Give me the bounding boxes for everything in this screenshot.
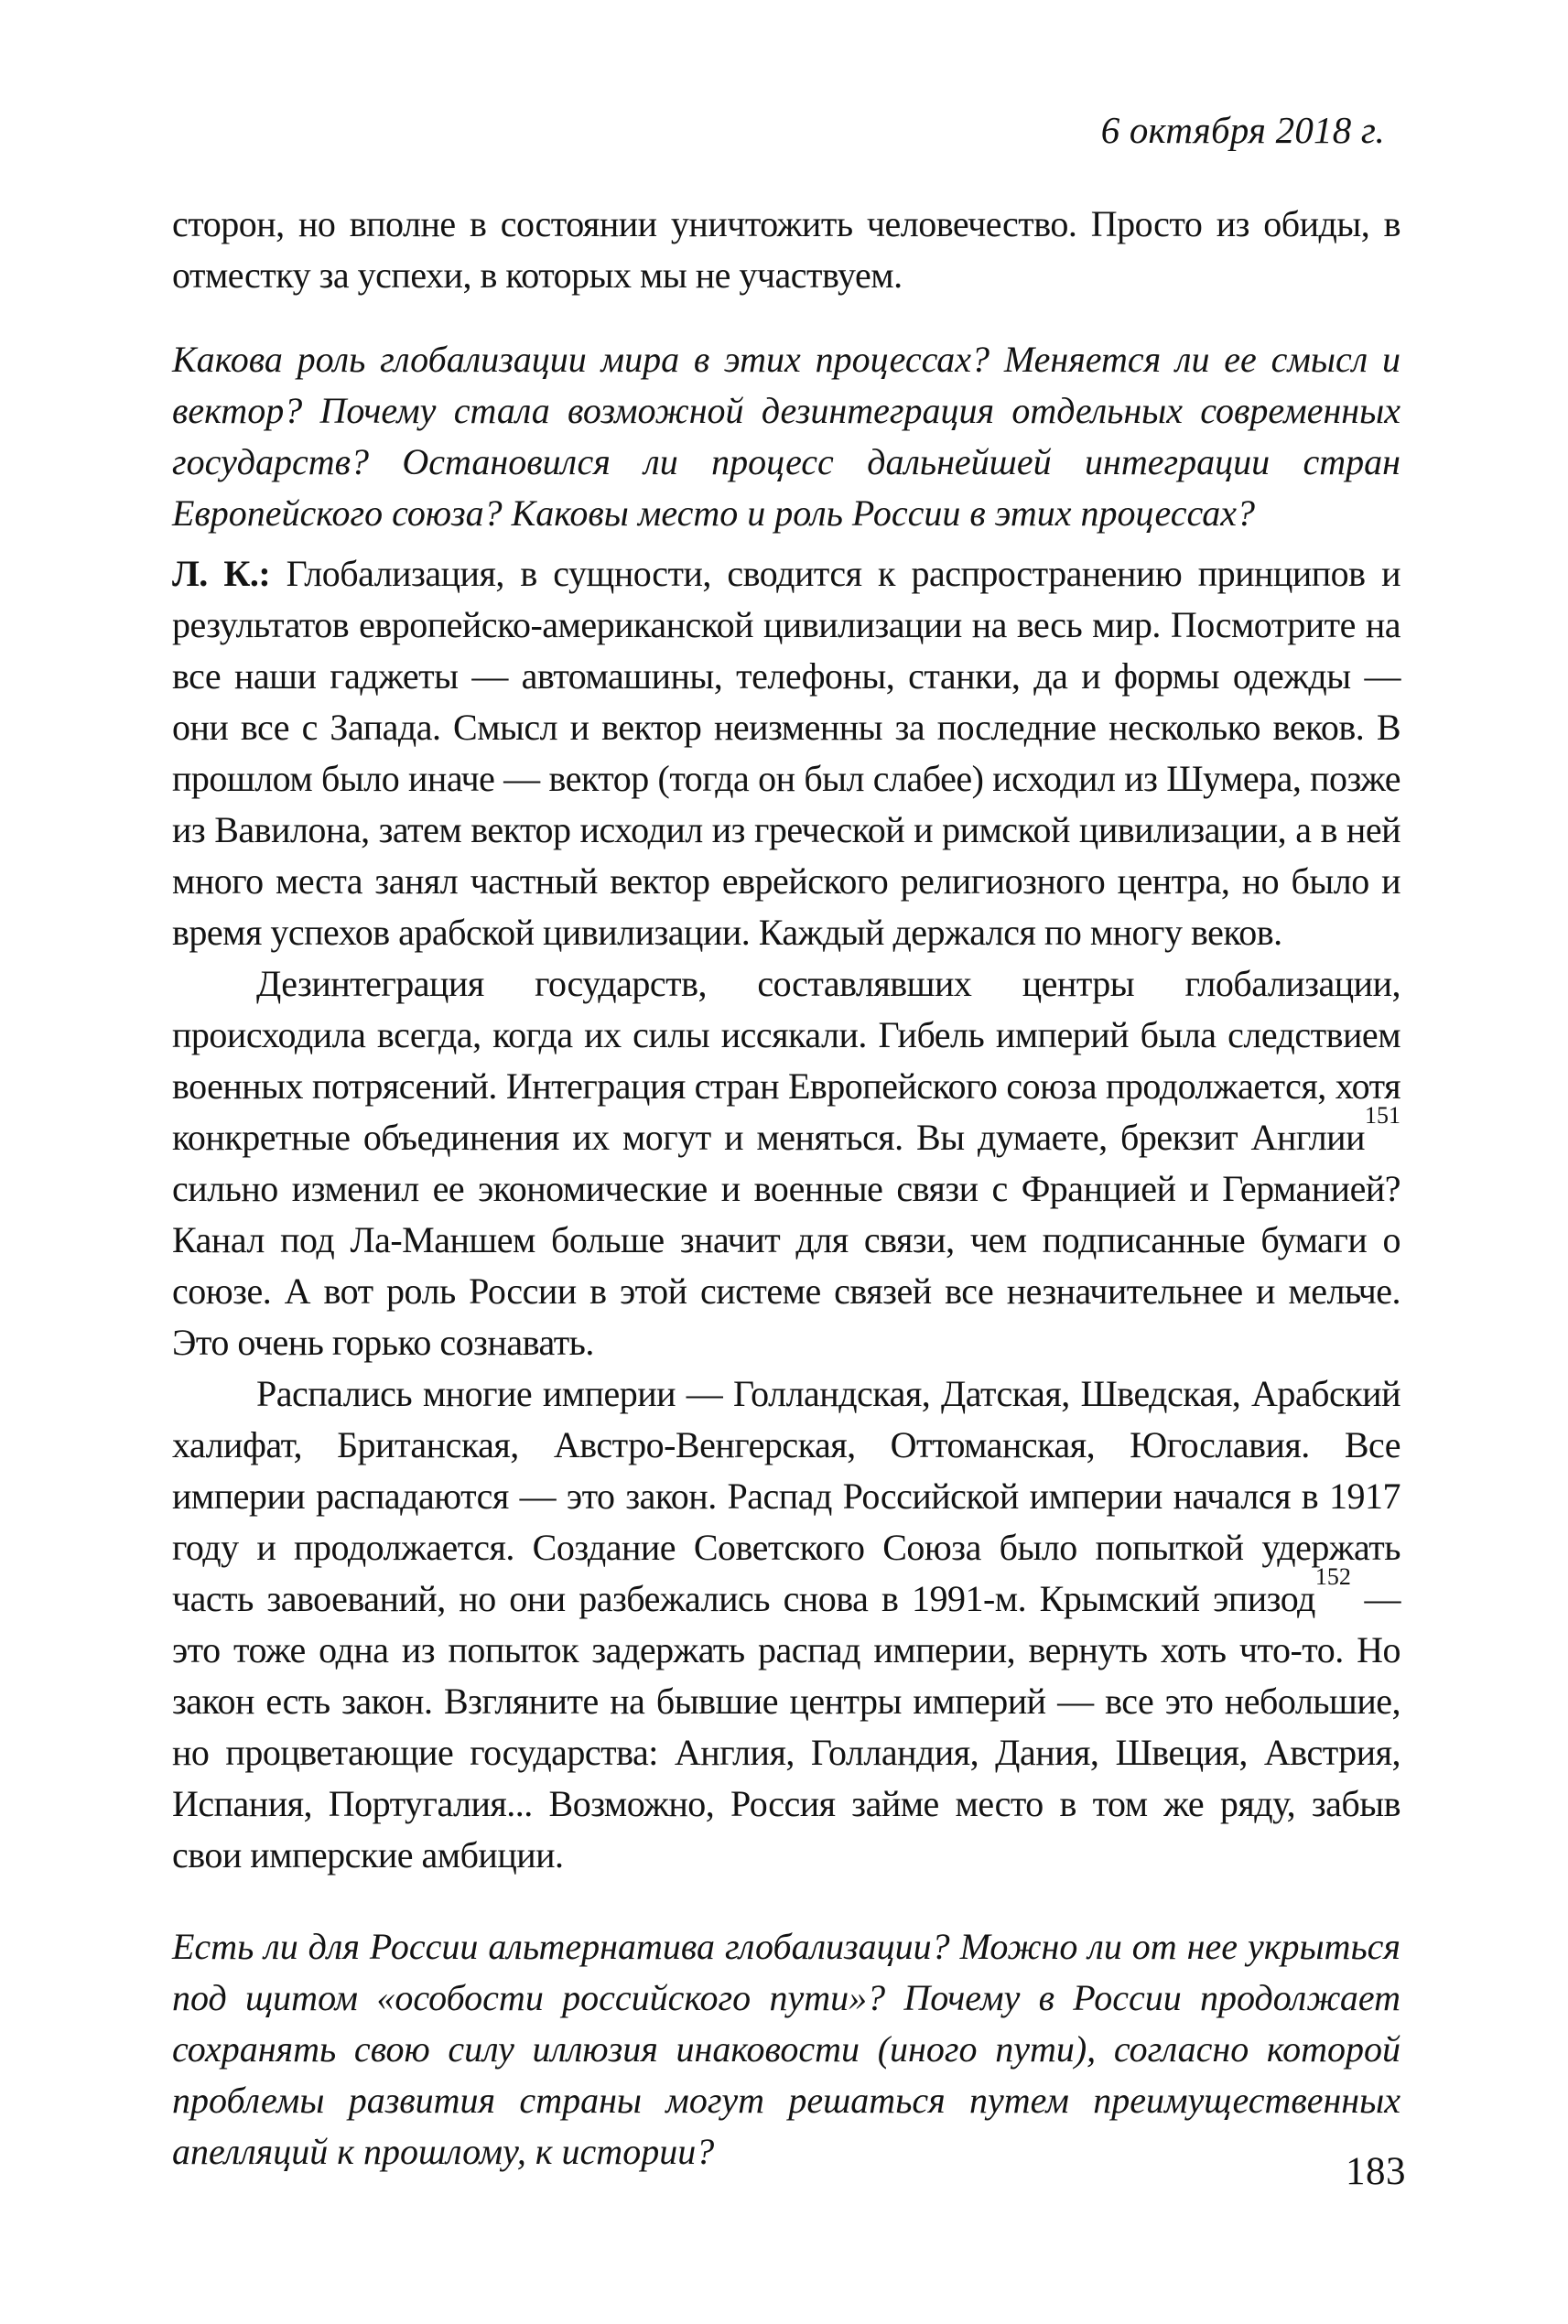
- footnote-ref-152: 152: [1314, 1562, 1351, 1590]
- answer-paragraph-2: [172, 958, 1400, 1368]
- answer-2-text-part2: сильно изменил ее экономические и военные связи с Францией и Германией? Канал под Ла-Маншем больше значит для связи, чем подписанные бумаги о союзе. А вот роль России в этой системе связей все незначительнее и мельче. Это очень горько сознавать.: [172, 1168, 1400, 1363]
- page-number: 183: [1346, 2150, 1406, 2193]
- answer-paragraph-3: [172, 1368, 1400, 1881]
- answer-3-text-part1: Распались многие империи — Голландская, Датская, Шведская, Арабский халифат, Британская, Австро-Венгерская, Оттоманская, Югославия. Все империи распадаются — это закон. Распад Российской империи начался в 1917 году и продолжается. Создание Советского Союза было попыткой удержать часть завоеваний, но они разбежались снова в 1991-м. Крымский эпизод: [172, 1373, 1400, 1619]
- paragraph-continuation: сторон, но вполне в состоянии уничтожить человечество. Просто из обиды, в отместку за успехи, в которых мы не участвуем.: [172, 203, 1400, 296]
- answer-paragraph-1: [172, 548, 1400, 958]
- page-text-column: [172, 199, 1400, 2178]
- answer-1-text: Глобализация, в сущности, сводится к распространению принципов и результатов европейско-американской цивилизации на весь мир. Посмотрите на все наши гаджеты — автомашины, телефоны, станки, да и формы одежды — они все с Запада. Смысл и вектор неизменны за последние несколько веков. В прошлом было иначе — вектор (тогда он был слабее) исходил из Шумера, позже из Вавилона, затем вектор исходил из греческой и римской цивилизации, а в ней много места занял частный вектор еврейского религиозного центра, но было и время успехов арабской цивилизации. Каждый держался по многу веков.: [172, 553, 1400, 953]
- answer-2-text-part1: Дезинтеграция государств, составлявших центры глобализации, происходила всегда, когда их силы иссякали. Гибель империй была следствием военных потрясений. Интеграция стран Европейского союза продолжается, хотя конкретные объединения их могут и меняться. Вы думаете, брекзит Англии: [172, 963, 1400, 1158]
- footnote-ref-151: 151: [1365, 1101, 1400, 1129]
- interview-question-1: Какова роль глобализации мира в этих процессах? Меняется ли ее смысл и вектор? Почему стала возможной дезинтеграция отдельных современных государств? Остановился ли процесс дальнейшей интеграции стран Европейского союза? Каковы место и роль России в этих процессах?: [172, 339, 1400, 534]
- speaker-initials: Л. К.:: [172, 553, 271, 594]
- interview-question-2: Есть ли для России альтернатива глобализации? Можно ли от нее укрыться под щитом «особости российского пути»? Почему в России продолжает сохранять свою силу иллюзия инаковости (иного пути), согласно которой проблемы развития страны могут решаться путем преимущественных апелляций к прошлому, к истории?: [172, 1926, 1400, 2172]
- header-date: 6 октября 2018 г.: [1100, 109, 1385, 151]
- answer-3-text-part2: — это тоже одна из попыток задержать распад империи, вернуть хоть что-то. Но закон есть закон. Взгляните на бывшие центры империй — все это небольшие, но процветающие государства: Англия, Голландия, Дания, Швеция, Австрия, Испания, Португалия... Возможно, Россия займе место в том же ряду, забыв свои имперские амбиции.: [172, 1578, 1401, 1875]
